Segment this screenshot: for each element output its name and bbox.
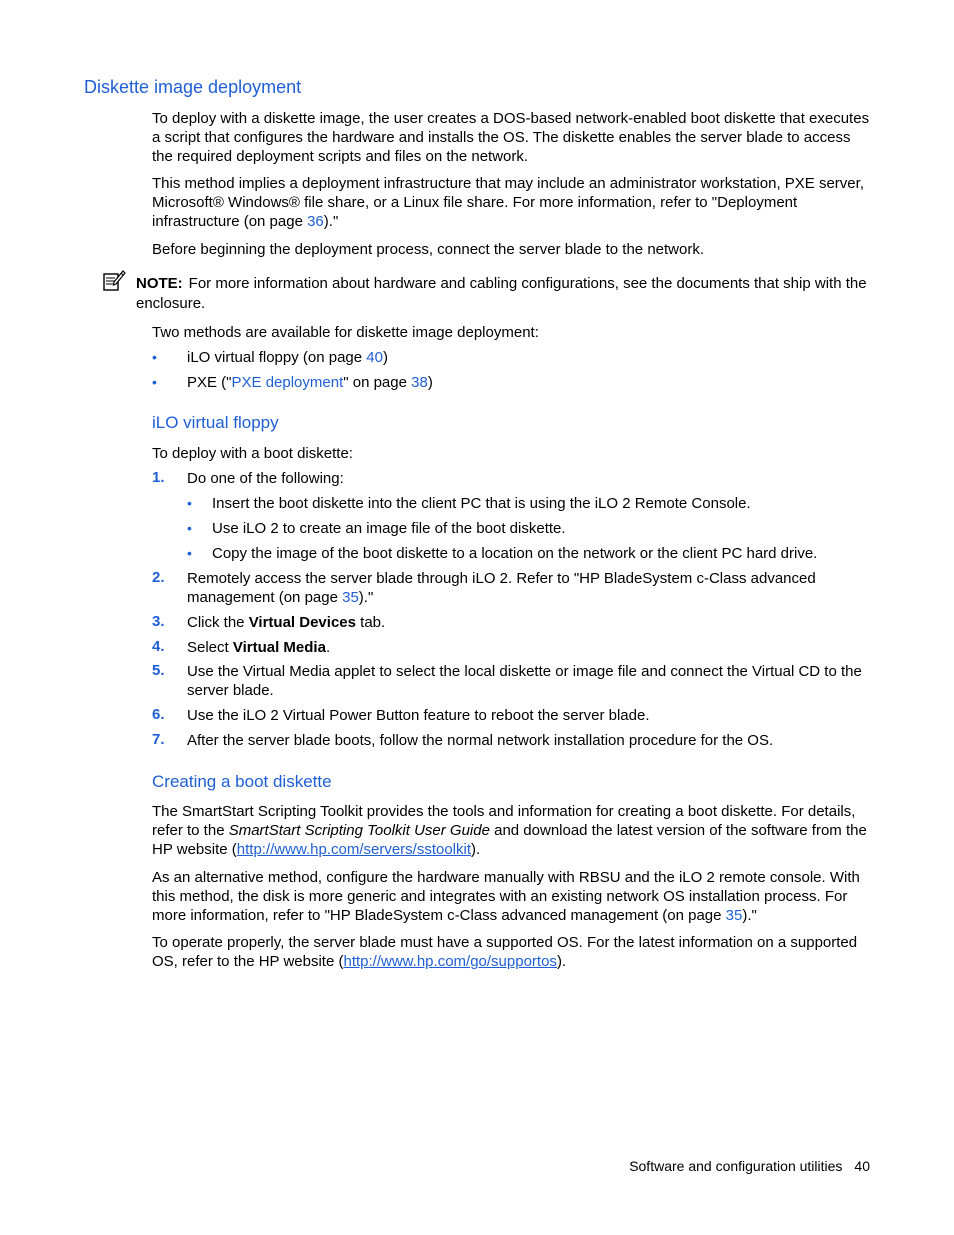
footer-title: Software and configuration utilities <box>629 1158 843 1174</box>
step-5-text: Use the Virtual Media applet to select the local diskette or image file and connect the Virtual CD to the server blade. <box>187 663 862 699</box>
step2-end: )." <box>358 589 374 606</box>
boot-paragraph-1 <box>152 802 872 859</box>
boot-p2-end: )." <box>742 907 757 924</box>
bullet-icon: • <box>187 520 192 536</box>
note-text: For more information about hardware and cabling configurations, see the documents that ship with the enclosure. <box>136 275 867 312</box>
step-number-4: 4. <box>152 638 165 655</box>
subsection-heading-creating-boot-diskette: Creating a boot diskette <box>152 772 332 791</box>
step-number-5: 5. <box>152 662 165 679</box>
step3-end: tab. <box>355 614 386 631</box>
bullet-icon: • <box>152 349 157 365</box>
step-number-3: 3. <box>152 613 165 630</box>
step-number-2: 2. <box>152 569 165 586</box>
substep-1: Insert the boot diskette into the client PC that is using the iLO 2 Remote Console. <box>212 495 751 512</box>
boot-paragraph-2 <box>152 868 872 925</box>
intro-paragraph-2 <box>152 174 872 231</box>
bullet-icon: • <box>152 374 157 390</box>
method2-text: PXE (" <box>187 374 232 391</box>
step-number-6: 6. <box>152 706 165 723</box>
link-sstoolkit[interactable]: http://www.hp.com/servers/sstoolkit <box>236 841 472 858</box>
link-page-38[interactable]: 38 <box>411 374 428 391</box>
step3-text: Click the <box>187 614 249 631</box>
section-heading-diskette-image-deployment: Diskette image deployment <box>84 77 302 97</box>
method1-end: ) <box>382 349 388 366</box>
substep-2: Use iLO 2 to create an image file of the boot diskette. <box>212 520 566 537</box>
note-icon <box>102 268 126 292</box>
link-page-36[interactable]: 36 <box>307 213 324 230</box>
step3-bold: Virtual Devices <box>248 614 356 631</box>
intro-paragraph-2-text: This method implies a deployment infrastructure that may include an administrator workstation, PXE server, Microsoft® Windows® file share, or a Linux file share. For more information, refer to "Deployment infrastructure (on page <box>152 175 864 230</box>
note-block <box>136 274 872 314</box>
intro-paragraph-3: Before beginning the deployment process, connect the server blade to the network. <box>152 241 705 258</box>
method-item-pxe <box>187 373 867 392</box>
boot-p3-end: ). <box>556 953 567 970</box>
step-2-text <box>187 569 867 607</box>
subsection-heading-ilo-virtual-floppy: iLO virtual floppy <box>152 413 279 432</box>
boot-p1-italic: SmartStart Scripting Toolkit User Guide <box>228 822 490 839</box>
ilo-intro: To deploy with a boot diskette: <box>152 445 353 462</box>
link-pxe-deployment[interactable]: PXE deployment <box>231 374 344 391</box>
page-footer <box>617 1158 870 1174</box>
bullet-icon: • <box>187 545 192 561</box>
boot-paragraph-3 <box>152 933 872 971</box>
bullet-icon: • <box>187 495 192 511</box>
note-label: NOTE: <box>136 275 183 292</box>
step4-end: . <box>325 639 331 656</box>
link-supportos[interactable]: http://www.hp.com/go/supportos <box>343 953 557 970</box>
step-1-text: Do one of the following: <box>187 470 344 487</box>
step4-bold: Virtual Media <box>232 639 326 656</box>
boot-p3-text: To operate properly, the server blade must have a supported OS. For the latest information on a supported OS, refer to the HP website ( <box>152 934 858 970</box>
step-3-text <box>187 613 867 632</box>
step-7-text: After the server blade boots, follow the normal network installation procedure for the OS. <box>187 732 774 749</box>
link-page-35[interactable]: 35 <box>342 589 359 606</box>
link-page-40[interactable]: 40 <box>366 349 383 366</box>
step4-text: Select <box>187 639 233 656</box>
intro-paragraph-1: To deploy with a diskette image, the user creates a DOS-based network-enabled boot diskette that executes a script that configures the hardware and installs the OS. The diskette enables the server blade to access the required deployment scripts and files on the network. <box>152 110 870 165</box>
method1-text: iLO virtual floppy (on page <box>187 349 367 366</box>
boot-p1-mid: and download the latest version of the software from the HP website ( <box>152 822 867 858</box>
step-number-7: 7. <box>152 731 165 748</box>
boot-p1-text: The SmartStart Scripting Toolkit provides the tools and information for creating a boot diskette. For details, refer to the <box>152 803 856 839</box>
footer-page-number: 40 <box>854 1158 870 1174</box>
step-6-text: Use the iLO 2 Virtual Power Button feature to reboot the server blade. <box>187 707 650 724</box>
intro-paragraph-2-end: )." <box>323 213 339 230</box>
method2-mid: " on page <box>343 374 412 391</box>
link-page-35-b[interactable]: 35 <box>725 907 743 924</box>
step-number-1: 1. <box>152 469 165 486</box>
step2-text: Remotely access the server blade through iLO 2. Refer to "HP BladeSystem c-Class advanced management (on page <box>187 570 816 606</box>
step-4-text <box>187 638 867 657</box>
boot-p1-end: ). <box>471 841 481 858</box>
boot-p2-text: As an alternative method, configure the hardware manually with RBSU and the iLO 2 remote console. With this method, the disk is more generic and integrates with an existing network OS installation process. For more information, refer to "HP BladeSystem c-Class advanced management (on page <box>152 869 860 924</box>
method-item-ilo-virtual-floppy <box>187 348 867 367</box>
method2-end: ) <box>427 374 433 391</box>
methods-intro: Two methods are available for diskette image deployment: <box>152 324 539 341</box>
substep-3: Copy the image of the boot diskette to a location on the network or the client PC hard drive. <box>212 545 818 562</box>
